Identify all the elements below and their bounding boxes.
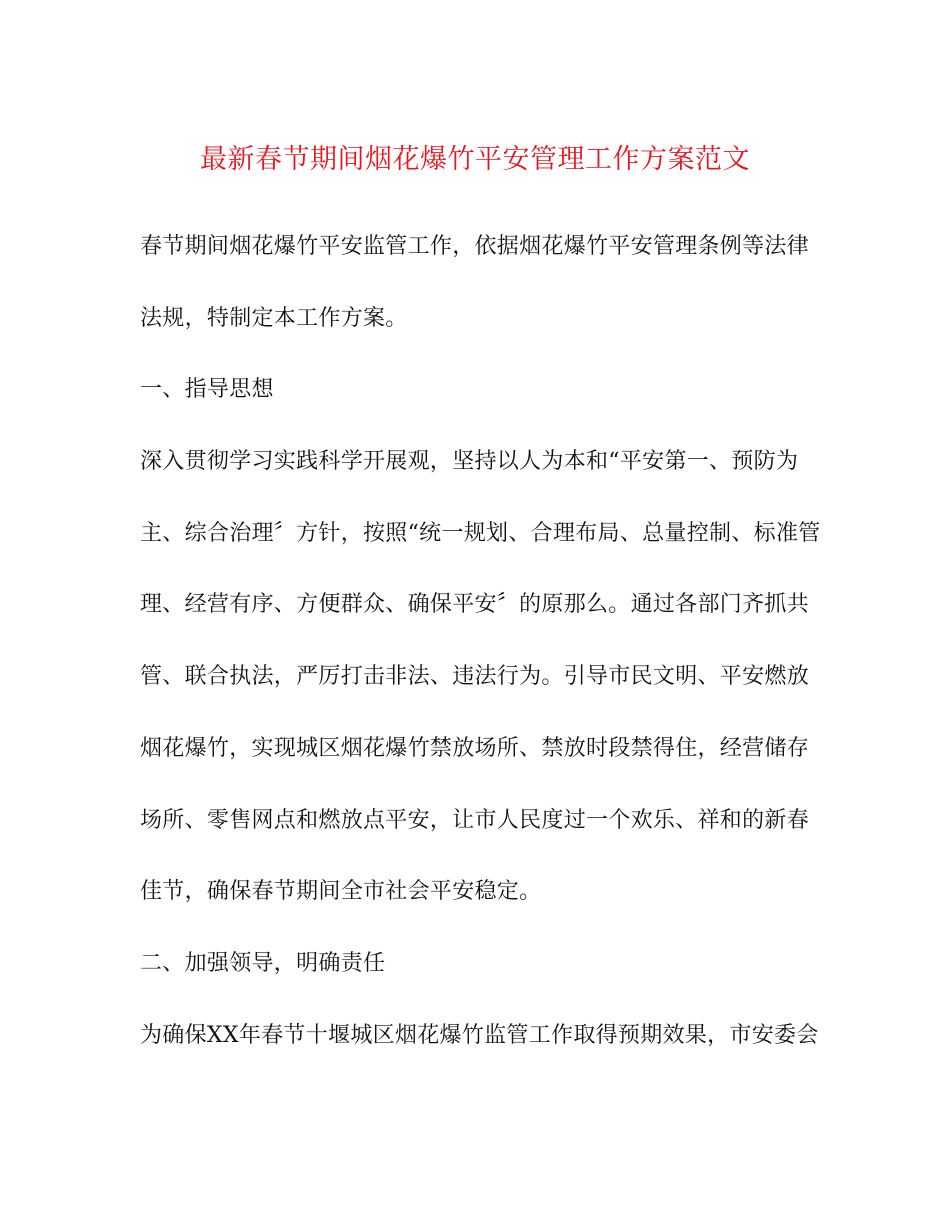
paragraph-line: 佳节，确保春节期间全市社会平安稳定。 [140,879,542,904]
paragraph-line: 主、综合治理〞方针，按照“统一规划、合理布局、总量控制、标准管 [140,521,821,546]
paragraph-line: 管、联合执法，严厉打击非法、违法行为。引导市民文明、平安燃放 [140,664,810,689]
paragraph-line: 法规，特制定本工作方案。 [140,306,408,331]
paragraph-line: 为确保XX年春节十堰城区烟花爆竹监管工作取得预期效果，市安委会 [140,1023,819,1048]
document-title: 最新春节期间烟花爆竹平安管理工作方案范文 [200,144,750,175]
paragraph-line: 理、经营有序、方便群众、确保平安〞的原那么。通过各部门齐抓共 [140,592,810,617]
paragraph-line: 深入贯彻学习实践科学开展观，坚持以人为本和“平安第一、预防为 [140,449,799,474]
paragraph-line: 春节期间烟花爆竹平安监管工作，依据烟花爆竹平安管理条例等法律 [140,234,810,259]
section-heading: 二、加强领导，明确责任 [140,951,386,976]
paragraph-line: 场所、零售网点和燃放点平安，让市人民度过一个欢乐、祥和的新春 [140,808,810,833]
paragraph-line: 烟花爆竹，实现城区烟花爆竹禁放场所、禁放时段禁得住，经营储存 [140,736,810,761]
section-heading: 一、指导思想 [140,377,274,402]
